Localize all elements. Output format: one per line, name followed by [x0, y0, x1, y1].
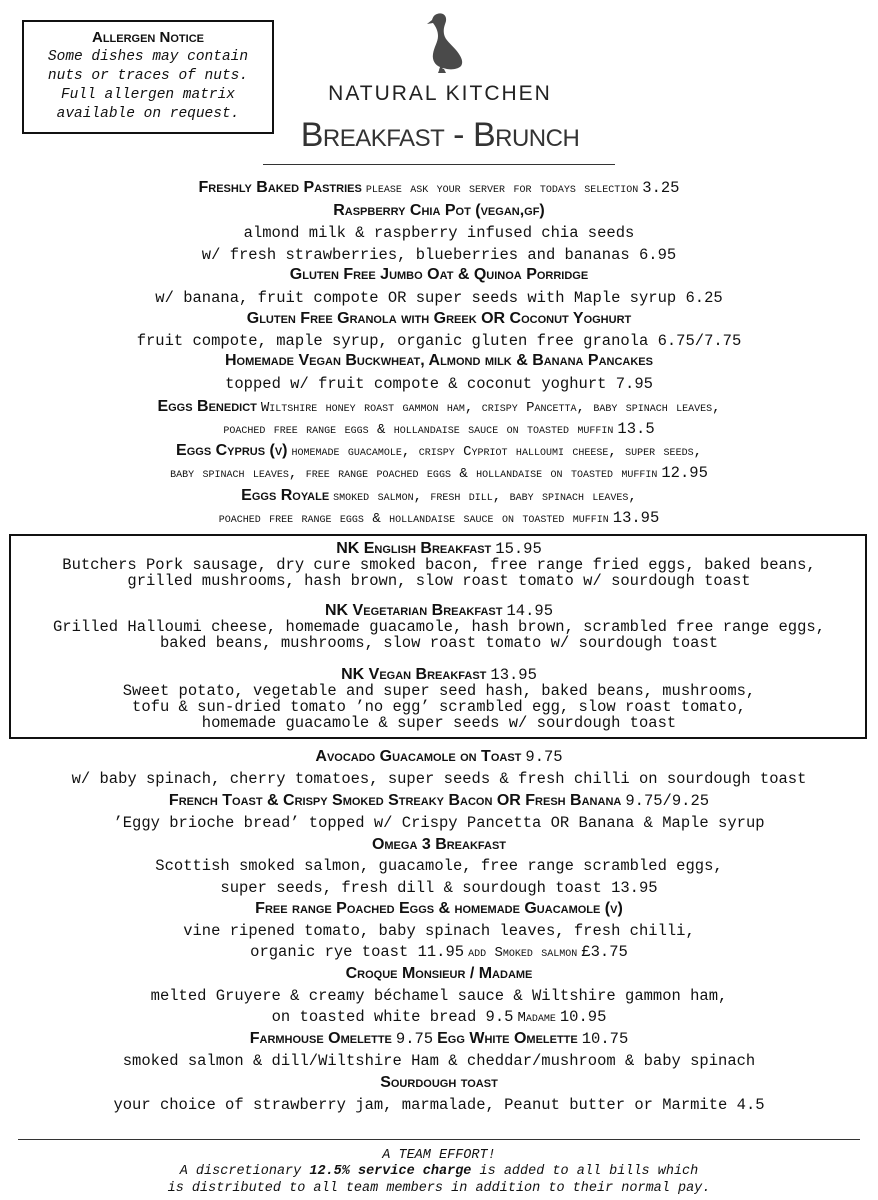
brand-name: NATURAL KITCHEN [328, 82, 552, 105]
item-name: Eggs Benedict [157, 398, 257, 415]
item-name: Gluten Free Granola with Greek OR Coconut Yoghurt [246, 310, 632, 327]
item-price: 9.75 [525, 748, 563, 766]
menu-item-cyprus [0, 442, 878, 460]
item-price: 13.95 [612, 509, 660, 527]
footer-text: is added to all bills which [479, 1164, 699, 1179]
item-desc: w/ banana, fruit compote OR super seeds with Maple syrup 6.25 [155, 289, 723, 307]
allergen-line: available on request. [56, 106, 240, 122]
item-desc: organic rye toast 11.95 [250, 943, 465, 961]
menu-item-avocado [0, 748, 878, 766]
item-addon: add Smoked salmon [468, 945, 578, 961]
footer-line: is distributed to all team members in addition to their normal pay. [167, 1181, 711, 1196]
item-price: 13.5 [617, 420, 655, 438]
item-name: French Toast & Crispy Smoked Streaky Bacon OR Fresh Banana [168, 792, 622, 809]
item-price: 14.95 [506, 602, 553, 620]
item-name: NK Vegetarian Breakfast [325, 602, 503, 619]
item-desc: Wiltshire honey roast gammon ham, crispy Pancetta, baby spinach leaves, [260, 400, 721, 416]
item-desc: Scottish smoked salmon, guacamole, free range scrambled eggs, [155, 857, 723, 875]
menu-item-french-toast [0, 792, 878, 810]
item-desc: Butchers Pork sausage, dry cure smoked bacon, free range fried eggs, baked beans, [62, 556, 816, 574]
item-name: Avocado Guacamole on Toast [315, 748, 522, 765]
item-desc: tofu & sun-dried tomato ’no egg’ scrambled egg, slow roast tomato, [132, 698, 746, 716]
item-desc: baked beans, mushrooms, slow roast tomato w/ sourdough toast [159, 634, 719, 652]
item-desc: super seeds, fresh dill & sourdough toast 13.95 [220, 879, 658, 897]
allergen-line: Full allergen matrix [60, 87, 236, 103]
item-price: 10.75 [581, 1030, 629, 1048]
menu-item-royale-line2 [0, 509, 878, 527]
item-desc: w/ fresh strawberries, blueberries and bananas 6.95 [201, 246, 677, 264]
item-name: Eggs Cyprus (v) [176, 442, 288, 459]
item-name: Gluten Free Jumbo Oat & Quinoa Porridge [289, 266, 589, 283]
item-note: please ask your server for todays selection [365, 181, 639, 197]
duck-icon [423, 12, 467, 74]
item-price: 3.25 [642, 179, 680, 197]
item-desc: Sweet potato, vegetable and super seed hash, baked beans, mushrooms, [122, 682, 756, 700]
service-charge: 12.5% service charge [309, 1164, 472, 1179]
item-price: 13.95 [490, 666, 537, 684]
item-desc: homemade guacamole & super seeds w/ sourdough toast [201, 714, 677, 732]
item-desc: homemade guacamole, crispy Cypriot halloumi cheese, super seeds, [291, 444, 702, 460]
item-name: Farmhouse Omelette [249, 1030, 392, 1047]
allergen-title: Allergen Notice [91, 29, 204, 46]
item-desc: melted Gruyere & creamy béchamel sauce & Wiltshire gammon ham, [150, 987, 728, 1005]
item-desc: almond milk & raspberry infused chia seeds [243, 224, 635, 242]
page-title: Breakfast - Brunch [300, 116, 580, 154]
item-desc: topped w/ fruit compote & coconut yoghurt 7.95 [225, 375, 653, 393]
item-desc: poached free range eggs & hollandaise sauce on toasted muffin [218, 511, 609, 527]
item-desc: your choice of strawberry jam, marmalade, Peanut butter or Marmite 4.5 [113, 1096, 765, 1114]
item-price: 9.75 [395, 1030, 434, 1048]
menu-item-benedict-line2 [0, 420, 878, 438]
item-name: NK Vegan Breakfast [341, 666, 487, 683]
item-desc: smoked salmon, fresh dill, baby spinach leaves, [333, 489, 637, 505]
item-variant: Madame [517, 1010, 556, 1026]
item-price: 15.95 [495, 540, 542, 558]
divider [18, 1139, 860, 1140]
item-desc: poached free range eggs & hollandaise sauce on toasted muffin [223, 422, 614, 438]
item-desc: baby spinach leaves, free range poached eggs & hollandaise on toasted muffin [170, 466, 658, 482]
allergen-line: nuts or traces of nuts. [47, 68, 249, 84]
menu-item-royale [0, 487, 878, 505]
item-desc: grilled mushrooms, hash brown, slow roast tomato w/ sourdough toast [127, 572, 751, 590]
item-name: Omega 3 Breakfast [371, 836, 507, 853]
item-name: Egg White Omelette [437, 1030, 578, 1047]
divider [263, 164, 615, 165]
menu-item-benedict [0, 398, 878, 416]
item-name: Homemade Vegan Buckwheat, Almond milk & Banana Pancakes [225, 352, 653, 369]
menu-item-pastries [0, 179, 878, 197]
item-name: Raspberry Chia Pot (vegan,gf) [333, 202, 545, 219]
item-desc: fruit compote, maple syrup, organic gluten free granola 6.75/7.75 [136, 332, 742, 350]
item-price: 10.95 [559, 1008, 607, 1026]
allergen-line: Some dishes may contain [47, 49, 249, 65]
item-desc: ’Eggy brioche bread’ topped w/ Crispy Pancetta OR Banana & Maple syrup [113, 814, 765, 832]
item-desc: smoked salmon & dill/Wiltshire Ham & cheddar/mushroom & baby spinach [122, 1052, 756, 1070]
item-name: Eggs Royale [241, 487, 330, 504]
footer-title: A TEAM EFFORT! [382, 1148, 496, 1163]
item-price: 9.75/9.25 [625, 792, 710, 810]
item-desc: Grilled Halloumi cheese, homemade guacamole, hash brown, scrambled free range eggs, [52, 618, 826, 636]
menu-item-poached-line2 [0, 943, 878, 961]
footer-line [0, 1164, 878, 1179]
item-price: 12.95 [661, 464, 708, 482]
item-name: Sourdough toast [380, 1074, 498, 1091]
item-name: Freshly Baked Pastries [198, 179, 362, 196]
item-desc: on toasted white bread 9.5 [271, 1008, 514, 1026]
footer-text: A discretionary [179, 1164, 302, 1179]
menu-item-cyprus-line2 [0, 464, 878, 482]
item-desc: w/ baby spinach, cherry tomatoes, super seeds & fresh chilli on sourdough toast [71, 770, 807, 788]
menu-item-croque-line2 [0, 1008, 878, 1026]
item-addon-price: £3.75 [581, 943, 628, 961]
item-name: Free range Poached Eggs & homemade Guacamole (v) [255, 900, 623, 917]
item-name: Croque Monsieur / Madame [345, 965, 533, 982]
item-desc: vine ripened tomato, baby spinach leaves, fresh chilli, [183, 922, 695, 940]
menu-item-omelettes [0, 1030, 878, 1048]
item-name: NK English Breakfast [336, 540, 492, 557]
